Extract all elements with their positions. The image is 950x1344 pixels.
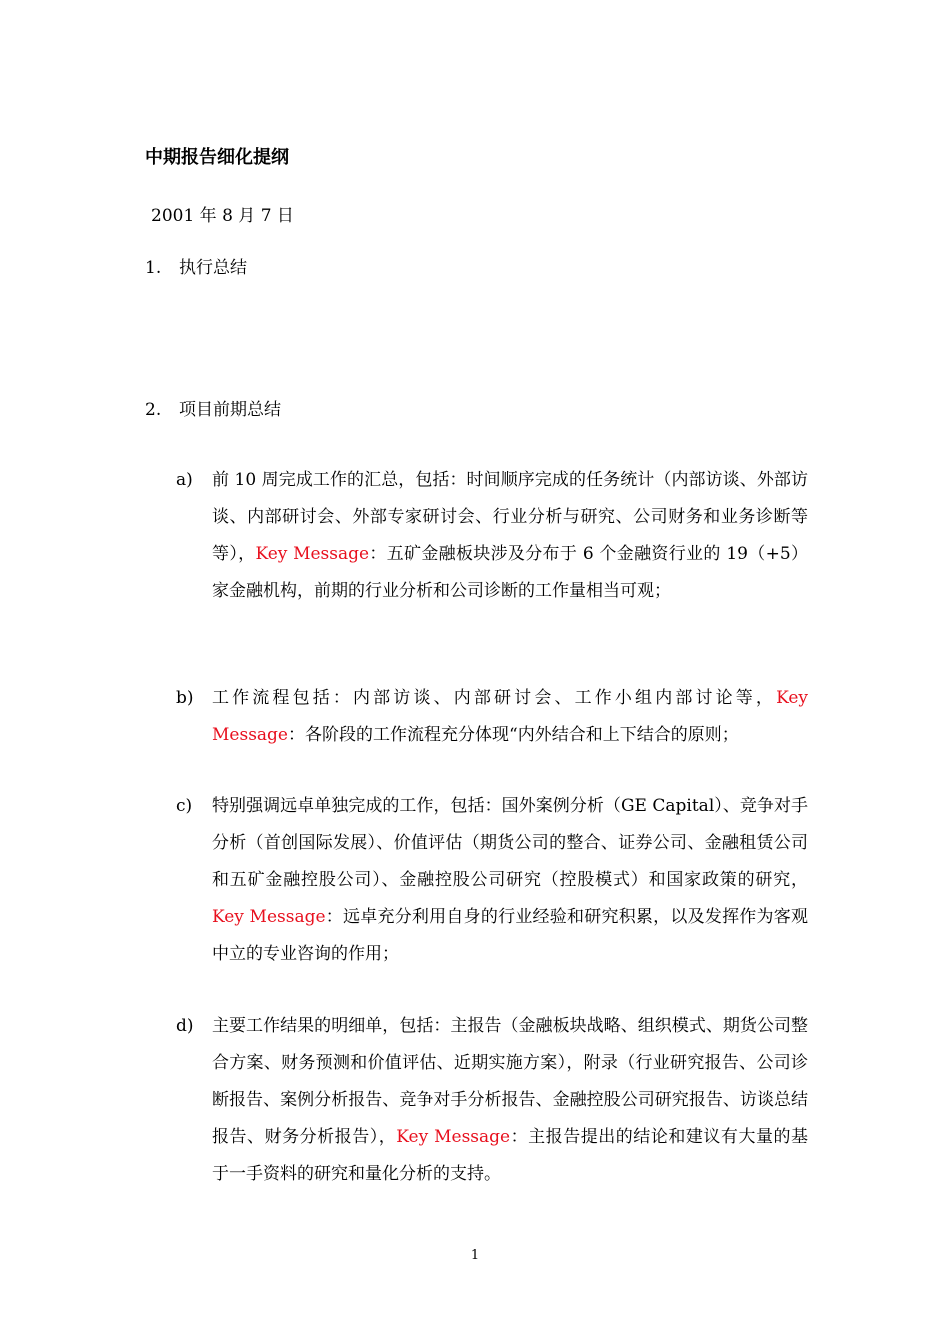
document-title: 中期报告细化提纲: [145, 147, 289, 168]
document-date: 2001 年 8 月 7 日: [151, 206, 294, 226]
page-number: 1: [470, 1248, 480, 1263]
item-text: ：各阶段的工作流程充分体现“内外结合和上下结合的原则；: [288, 725, 739, 745]
key-message: Key Message: [396, 1127, 511, 1147]
item-body: [212, 680, 808, 754]
section-label: 项目前期总结: [179, 400, 281, 420]
list-item-c: [176, 788, 808, 973]
item-body: [212, 462, 808, 610]
item-text: 特别强调远卓单独完成的工作，包括：国外案例分析（GE Capital）、竞争对手分析（首创国际发展）、价值评估（期货公司的整合、证券公司、金融租赁公司和五矿金融控股公司）、金融控股公司研究（控股模式）和国家政策的研究，: [212, 796, 808, 890]
item-text: 主要工作结果的明细单，包括：主报告（金融板块战略、组织模式、期货公司整合方案、财务预测和价值评估、近期实施方案），附录（行业研究报告、公司诊断报告、案例分析报告、竞争对手分析报告、金融控股公司研究报告、访谈总结报告、财务分析报告），: [212, 1016, 808, 1147]
item-text: ：远卓充分利用自身的行业经验和研究积累，以及发挥作为客观中立的专业咨询的作用；: [212, 907, 809, 964]
item-text: 前 10 周完成工作的汇总，包括：时间顺序完成的任务统计（内部访谈、外部访谈、内部研讨会、外部专家研讨会、行业分析与研究、公司财务和业务诊断等等），: [212, 470, 808, 564]
key-message: Key Message: [212, 907, 326, 927]
list-item-d: [176, 1008, 808, 1193]
section-number: 2.: [145, 400, 162, 420]
key-message: Key Message: [255, 544, 370, 564]
item-text: ：五矿金融板块涉及分布于 6 个金融资行业的 19（+5）家金融机构，前期的行业分析和公司诊断的工作量相当可观；: [212, 544, 809, 601]
item-label: b): [176, 688, 194, 708]
section-heading-2: [145, 397, 281, 423]
item-body: [212, 788, 808, 973]
item-label: d): [176, 1016, 194, 1036]
key-message: Key Message: [212, 688, 808, 745]
section-label: 执行总结: [179, 258, 247, 278]
section-number: 1.: [145, 258, 162, 278]
list-item-b: [176, 680, 808, 754]
item-label: a): [176, 470, 193, 490]
item-text: ：主报告提出的结论和建议有大量的基于一手资料的研究和量化分析的支持。: [212, 1127, 809, 1184]
item-text: 工作流程包括：内部访谈、内部研讨会、工作小组内部讨论等，: [212, 688, 777, 708]
item-label: c): [176, 796, 193, 816]
item-body: [212, 1008, 808, 1193]
list-item-a: [176, 462, 808, 610]
section-heading-1: [145, 255, 247, 281]
